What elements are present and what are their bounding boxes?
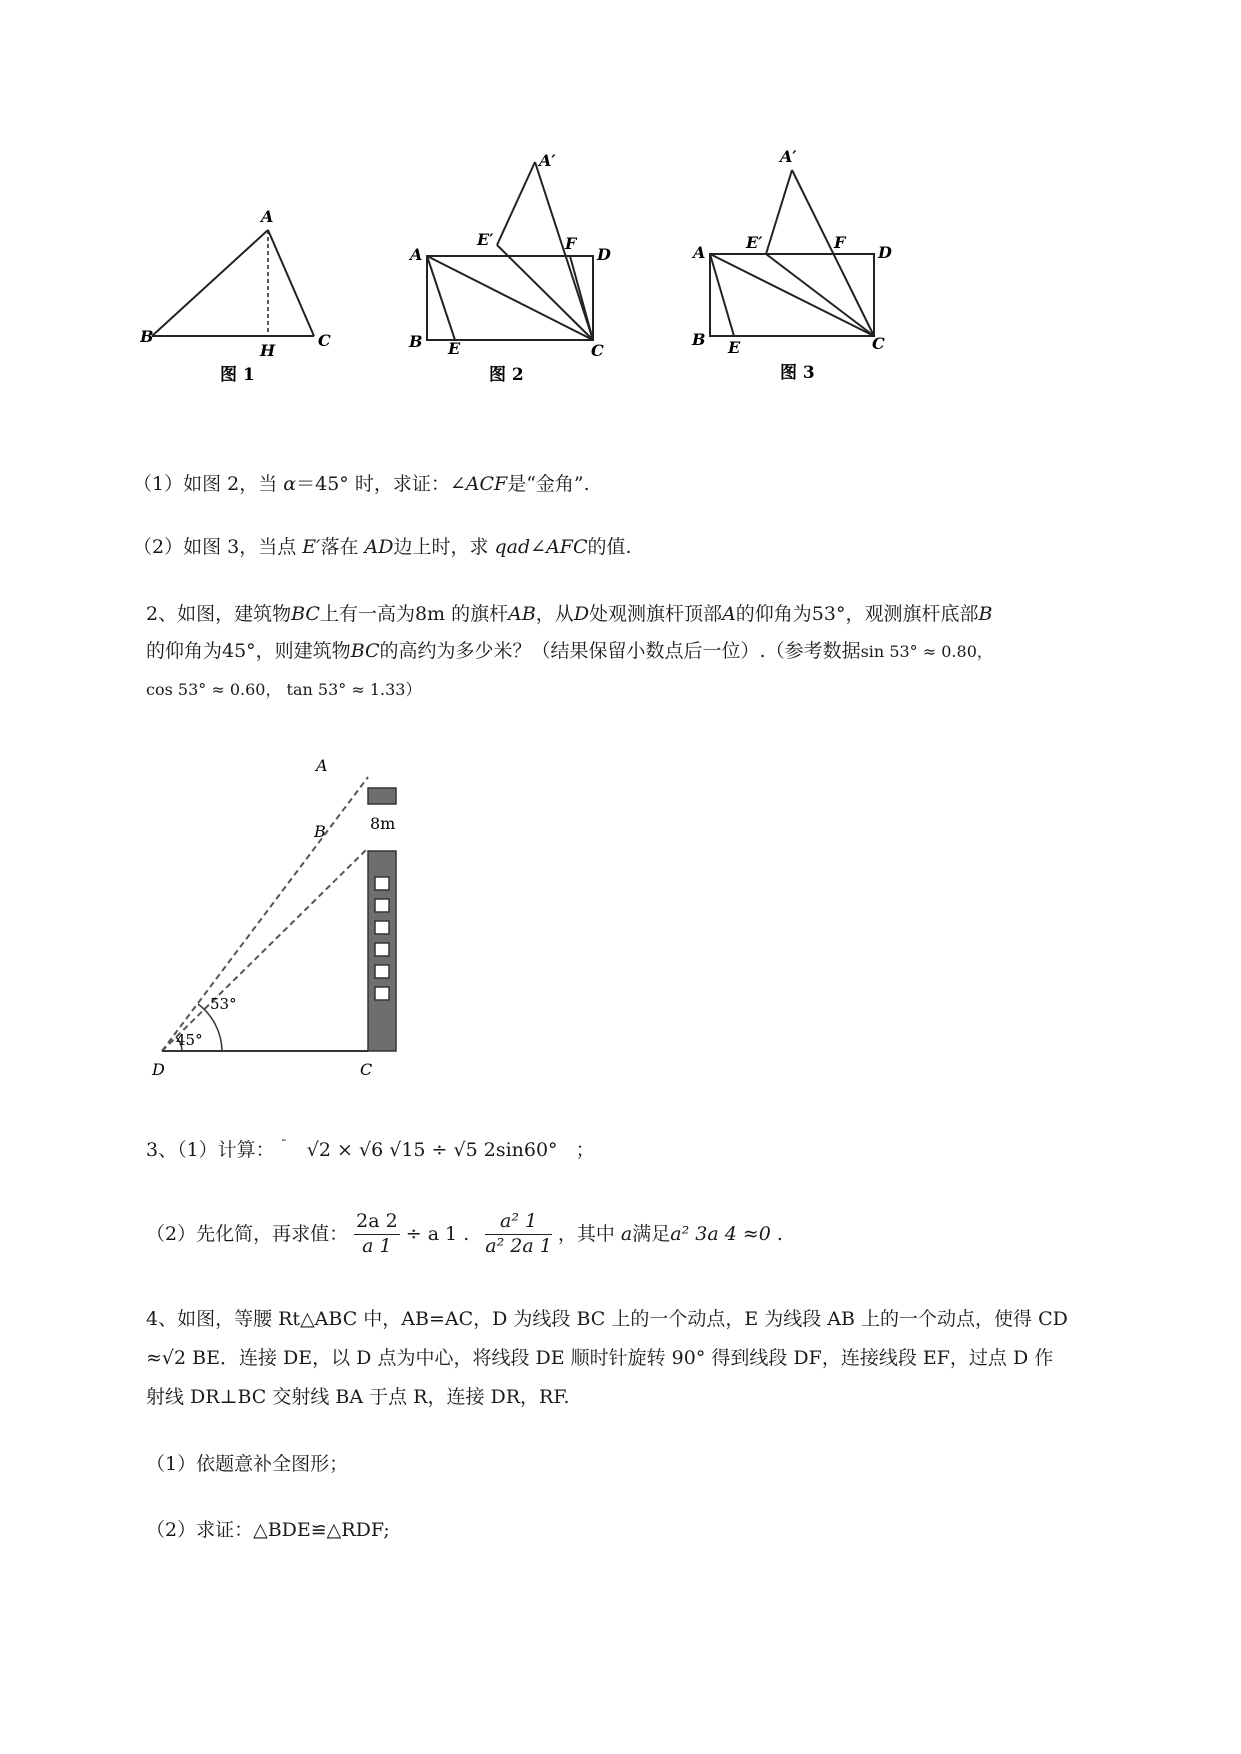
building-label-c: C [360,1060,373,1079]
building-window [375,899,389,912]
q3-part-2: （2）先化简，再求值： $\frac{2a 2}{a 1}$ ÷ a 1 . $\frac{\text{a² 1}}{\text{a² 2a 1}}$ ，其中 a满足a² 3a 4 ≈0 . [146,1210,783,1257]
fig3-label-f: F [834,233,846,252]
q2-line-3: cos 53° ≈ 0.60， tan 53° ≈ 1.33） [146,680,422,699]
figure-1 [140,200,360,390]
fig3-label-b: B [692,330,706,349]
building-label-d: D [152,1060,165,1079]
q2-line-1: 2、如图，建筑物BC上有一高为8m 的旗杆AB，从D处观测旗杆顶部A的仰角为53°，观测旗杆底部B [146,603,993,625]
fig3-caption: 图 3 [780,363,815,383]
q4-part-2: （2）求证：△BDE≌△RDF; [146,1519,390,1541]
building-label-b: B [314,822,326,841]
fig1-label-c: C [318,331,331,350]
q4-line-2: ≈√2 BE．连接 DE，以 D 点为中心，将线段 DE 顺时针旋转 90° 得到线段 DF，连接线段 EF，过点 D 作 [146,1347,1054,1369]
fig3-label-d: D [878,243,892,262]
fig2-segment-ep-c [497,245,593,340]
sight-line-db [162,850,366,1051]
q4-line-3: 射线 DR⊥BC 交射线 BA 于点 R，连接 DR，RF. [146,1386,570,1408]
fig2-caption: 图 2 [489,365,524,385]
building-figure [150,755,420,1085]
q4-line-1: 4、如图，等腰 Rt△ABC 中，AB=AC，D 为线段 BC 上的一个动点，E 为线段 AB 上的一个动点，使得 CD [146,1308,1068,1330]
building-window [375,987,389,1000]
fig1-caption: 图 1 [220,365,255,385]
fig2-label-a: A [410,245,423,264]
building-window [375,877,389,890]
fig2-label-e-prime: E′ [477,230,494,249]
fig2-diagonal-ac [427,256,593,340]
fig1-label-h: H [260,341,276,360]
figure-2 [405,150,625,390]
fig2-segment-ap-c [535,162,593,340]
figure-3 [688,150,908,390]
fig2-label-c: C [591,341,604,360]
label-45: 45° [176,1031,203,1049]
fig1-label-b: B [140,327,154,346]
fig2-label-d: D [597,245,611,264]
fig1-side-ab [152,230,268,336]
fig3-diagonal-ac [710,254,874,336]
sight-line-da [162,777,368,1051]
fig3-segment-ep-c [766,254,874,336]
fig3-label-a: A [693,243,706,262]
fig2-label-a-prime: A′ [539,151,556,170]
fig3-label-e-prime: E′ [746,233,763,252]
fig3-label-e: E [728,338,741,357]
q1-part-2: （2）如图 3，当点 E′落在 AD边上时，求 qad∠AFC的值. [133,536,632,558]
fig1-side-ac [268,230,314,336]
label-53: 53° [210,995,237,1013]
q2-line-2: 的仰角为45°，则建筑物BC的高约为多少米？（结果保留小数点后一位）.（参考数据sin 53° ≈ 0.80， [146,640,993,662]
fig2-segment-ap-ep [497,162,535,245]
fraction-1: $\frac{2a 2}{a 1}$ [356,1210,398,1257]
building-window [375,943,389,956]
fig3-label-c: C [872,334,885,353]
fig2-label-b: B [409,332,423,351]
fig2-label-e: E [448,339,461,358]
q4-part-1: （1）依题意补全图形； [146,1453,349,1475]
building-window [375,921,389,934]
fig1-label-a: A [261,207,274,226]
q1-part-1: （1）如图 2，当 α＝45° 时，求证：∠ACF是“金角”. [133,473,590,495]
fig2-label-f: F [565,234,577,253]
fig3-segment-ae [710,254,734,336]
fig3-segment-ap-ep [766,170,792,254]
building-label-a: A [316,756,328,775]
building-window [375,965,389,978]
fraction-2: $\frac{\text{a² 1}}{\text{a² 2a 1}}$ [485,1210,552,1257]
q3-part-1: 3、（1）计算： ˜ √2 × √6 √15 ÷ √5 2sin60° ； [146,1138,595,1161]
label-8m: 8m [370,814,396,833]
fig3-label-a-prime: A′ [780,150,797,166]
flagpole-top [368,788,396,804]
